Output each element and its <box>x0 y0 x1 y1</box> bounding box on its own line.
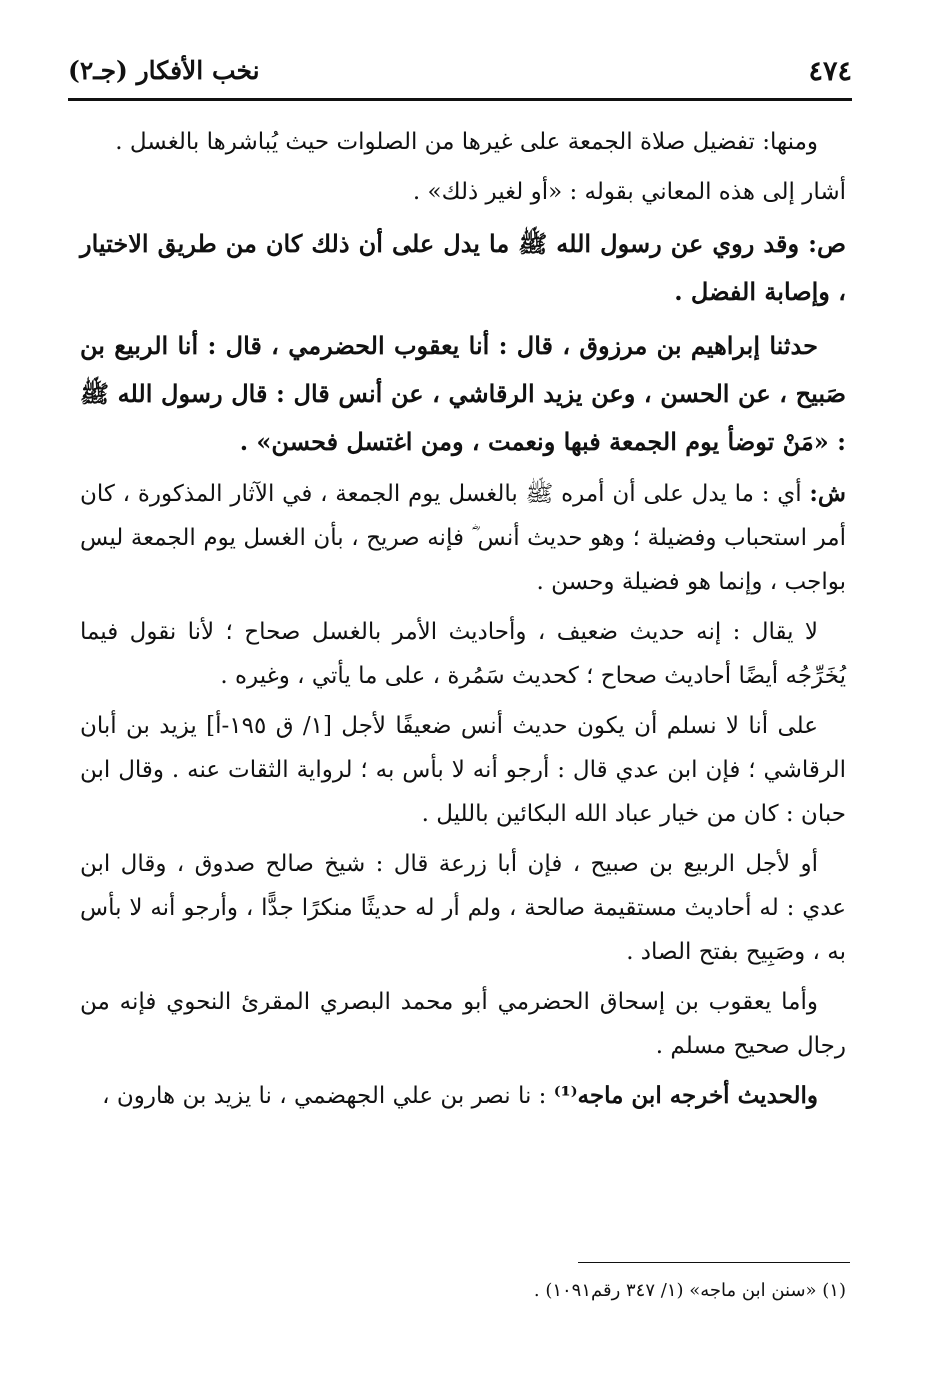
header-rule <box>68 98 852 101</box>
paragraph-1: ومنها: تفضيل صلاة الجمعة على غيرها من الصلوات حيث يُباشرها بالغسل . <box>115 129 818 155</box>
running-title: نخب الأفكار (جـ٢) <box>68 56 260 85</box>
page-number: ٤٧٤ <box>808 56 852 87</box>
takhrij-lead: والحديث أخرجه ابن ماجه⁽¹⁾ <box>553 1082 818 1109</box>
hadith-chain-paragraph: حدثنا إبراهيم بن مرزوق ، قال : أنا يعقوب الحضرمي ، قال : أنا الربيع بن صَبيح ، عن الحسن ، وعن يزيد الرقاشي ، عن أنس قال : قال رسول الله ﷺ : «مَنْ توضأ يوم الجمعة فبها ونعمت ، ومن اغتسل فحسن» . <box>80 331 846 456</box>
paragraph-8: أو لأجل الربيع بن صبيح ، فإن أبا زرعة قال : شيخ صالح صدوق ، وقال ابن عدي : له أحاديث مستقيمة صالحة ، ولم أر له حديثًا منكرًا جدًّا ، وأرجو أنه لا بأس به ، وصَبِيح بفتح الصاد . <box>80 851 846 965</box>
footnote-rule <box>578 1262 850 1263</box>
paragraph-9: وأما يعقوب بن إسحاق الحضرمي أبو محمد البصري المقرئ النحوي فإنه من رجال صحيح مسلم . <box>80 989 846 1059</box>
footnote: (١) «سنن ابن ماجه» (١/ ٣٤٧ رقم١٠٩١) . <box>533 1280 846 1301</box>
paragraph-7: على أنا لا نسلم أن يكون حديث أنس ضعيفًا لأجل [١/ ق ١٩٥-أ] يزيد بن أبان الرقاشي ؛ فإن ابن عدي قال : أرجو أنه لا بأس به ؛ لرواية الثقات عنه . وقال ابن حبان : كان من خيار عباد الله البكائين بالليل . <box>80 713 846 827</box>
sharh-text: أي : ما يدل على أن أمره ﷺ بالغسل يوم الجمعة ، في الآثار المذكورة ، كان أمر استحباب وفضيلة ؛ وهو حديث أنس ؓ فإنه صريح ، بأن الغسل يوم الجمعة ليس بواجب ، وإنما هو فضيلة وحسن . <box>80 481 846 595</box>
paragraph-10 <box>80 1074 846 1118</box>
sharh-marker: ش: <box>809 480 846 507</box>
page-body <box>80 120 846 1124</box>
matn-paragraph <box>80 220 846 316</box>
matn-text: وقد روي عن رسول الله ﷺ ما يدل على أن ذلك كان من طريق الاختيار ، وإصابة الفضل . <box>80 229 846 306</box>
commentary-paragraph <box>80 472 846 604</box>
paragraph-2: أشار إلى هذه المعاني بقوله : «أو لغير ذلك» . <box>412 179 846 205</box>
paragraph-6: لا يقال : إنه حديث ضعيف ، وأحاديث الأمر بالغسل صحاح ؛ لأنا نقول فيما يُخَرِّجُه أيضًا أحاديث صحاح ؛ كحديث سَمُرة ، على ما يأتي ، وغيره . <box>80 619 846 689</box>
page-header <box>68 52 852 96</box>
takhrij-text: : نا نصر بن علي الجهضمي ، نا يزيد بن هارون ، <box>102 1083 547 1109</box>
matn-marker: ص: <box>808 229 846 258</box>
